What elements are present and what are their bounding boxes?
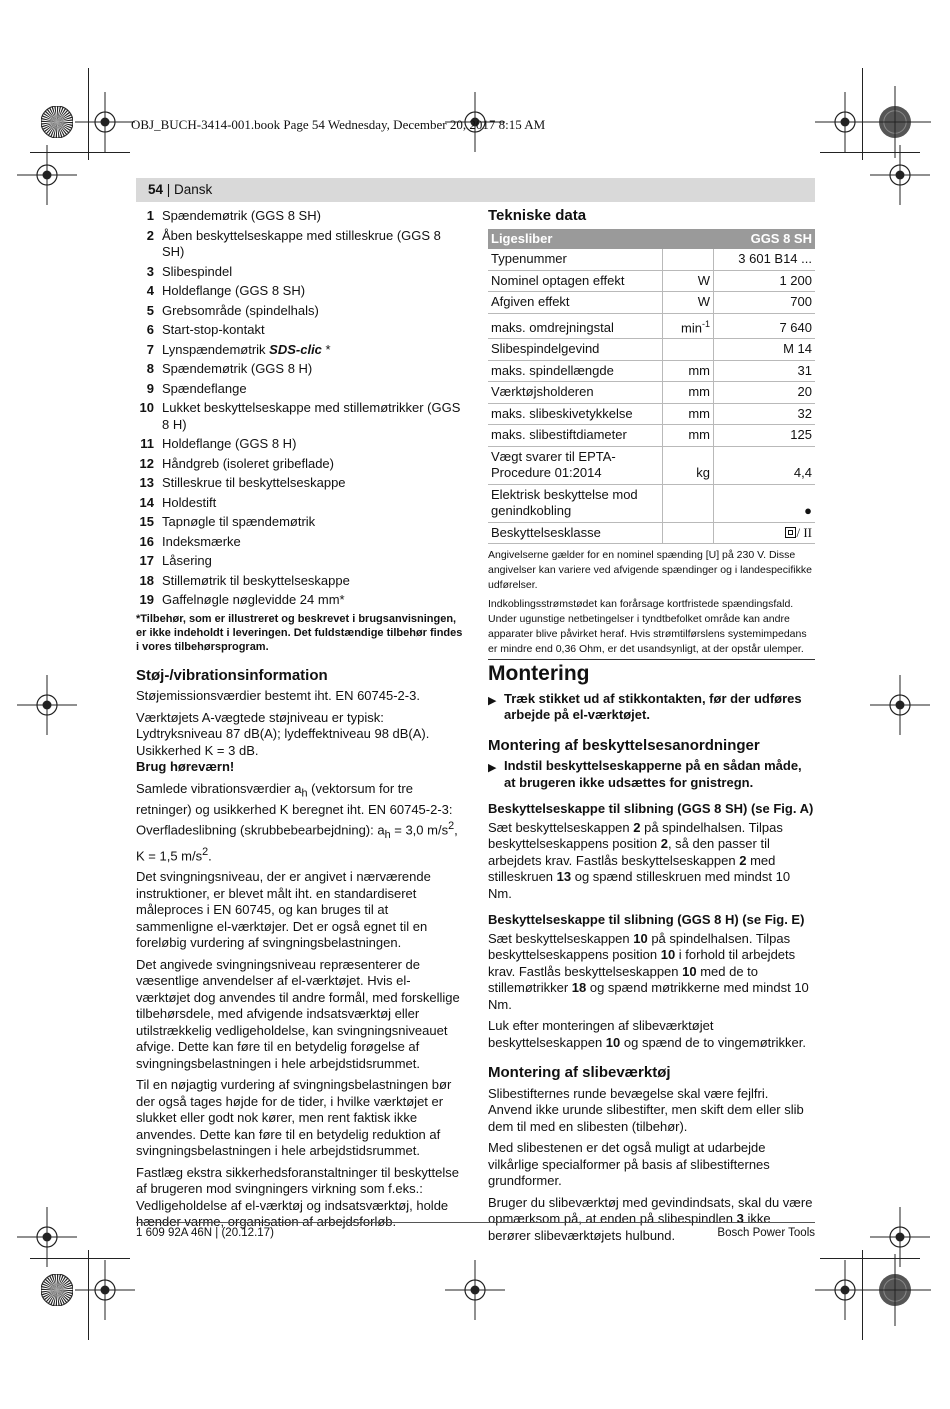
part-number: 19 xyxy=(139,592,154,607)
part-label: Låsering xyxy=(162,553,212,568)
part-text xyxy=(162,208,464,225)
tech-value: 7 640 xyxy=(714,313,816,339)
part-text xyxy=(162,400,464,433)
tech-value: 125 xyxy=(714,425,816,447)
star-target-icon xyxy=(41,1274,73,1306)
part-text xyxy=(162,228,464,261)
part-text xyxy=(162,514,464,531)
part-text xyxy=(162,456,464,473)
noise-p3 xyxy=(136,781,464,865)
parts-list-item xyxy=(136,208,464,225)
tech-table-row xyxy=(488,382,815,404)
guard-heading: Montering af beskyttelsesanordninger xyxy=(488,736,760,754)
part-label: Spændeflange xyxy=(162,380,247,396)
noise-heading: Støj-/vibrationsinformation xyxy=(136,666,328,684)
registration-mark-icon xyxy=(870,145,930,205)
tech-value: 20 xyxy=(714,382,816,404)
guard-a-text: Sæt beskyttelseskappen 2 på spindelhalsen. Tilpas beskyttelseskappens position 2, så den passer til arbejdets krav. Fastlås beskyttelseskappen 2 med stilleskruen 13 og spænd stilleskruen med mindst 10 Nm. xyxy=(488,819,791,901)
part-label: Stillemøtrik til beskyttelseskappe xyxy=(162,572,350,588)
tech-table-row xyxy=(488,425,815,447)
warning-unplug xyxy=(488,691,815,724)
tech-header-left: Ligesliber xyxy=(488,229,663,250)
tech-table-row xyxy=(488,292,815,314)
tech-note-1: Angivelserne gælder for en nominel spænding [U] på 230 V. Disse angivelser kan variere ved afvigende spændinger og i landespecifikke udførelser. xyxy=(488,549,812,592)
parts-list-item xyxy=(136,400,464,433)
part-text xyxy=(162,322,464,339)
parts-list-item xyxy=(136,553,464,570)
noise-p2 xyxy=(136,710,464,776)
part-label: Lukket beskyttelseskappe med stillemøtrikker (GGS 8 H) xyxy=(162,400,461,432)
noise-p3-d: = 3,0 m/s xyxy=(390,822,449,838)
tech-heading: Tekniske data xyxy=(488,207,587,224)
part-number: 4 xyxy=(146,283,154,298)
tech-table xyxy=(488,229,815,545)
page-number: 54 xyxy=(148,182,164,197)
tech-unit xyxy=(663,249,714,270)
part-number: 6 xyxy=(146,322,154,337)
tech-unit: mm xyxy=(663,360,714,382)
parts-list-item xyxy=(136,534,464,551)
tech-table-row xyxy=(488,270,815,292)
part-text xyxy=(162,264,464,281)
part-number: 13 xyxy=(139,475,154,490)
tech-table-row xyxy=(488,339,815,361)
tech-label: maks. slibestiftdiameter xyxy=(488,425,663,447)
sds-clic-logo: SDS-clic xyxy=(265,341,322,357)
part-number: 5 xyxy=(146,302,154,318)
tech-unit: kg xyxy=(663,446,714,484)
arrow-right-icon: ▶ xyxy=(488,762,497,775)
parts-list-item xyxy=(136,264,464,281)
tech-value: 4,4 xyxy=(714,446,816,484)
part-label: Indeksmærke xyxy=(162,533,241,549)
tech-label: maks. omdrejningstal xyxy=(488,313,663,339)
crop-mark xyxy=(862,1250,863,1340)
mounting-heading: Montering xyxy=(488,662,590,686)
tech-value: 1 200 xyxy=(714,270,816,292)
noise-p3-f: . xyxy=(208,847,212,863)
noise-p3-a: Samlede vibrationsværdier a xyxy=(136,780,302,796)
tool-p1: Slibestifternes runde bevægelse skal være fejlfri. Anvend ikke urunde slibestifter, men skift dem eller slib dem til med en slibesten (tilbehør). xyxy=(488,1085,804,1134)
part-number: 12 xyxy=(139,455,154,471)
tech-value: 31 xyxy=(714,360,816,382)
parts-list-item xyxy=(136,592,464,609)
tech-unit: mm xyxy=(663,382,714,404)
parts-list xyxy=(136,208,464,609)
part-text xyxy=(162,495,464,512)
parts-list-item xyxy=(136,573,464,590)
parts-list-item xyxy=(136,475,464,492)
footer-left: 1 609 92A 46N | (20.12.17) xyxy=(136,1227,274,1239)
part-number: 1 xyxy=(146,208,154,223)
part-number: 17 xyxy=(139,553,154,568)
part-text xyxy=(162,283,464,300)
part-text xyxy=(162,436,464,453)
parts-list-item xyxy=(136,381,464,398)
part-number: 16 xyxy=(139,533,154,549)
part-label: Spændemøtrik (GGS 8 H) xyxy=(162,361,313,376)
warning-sparks-text: Indstil beskyttelseskapperne på en sådan måde, at brugeren ikke udsættes for gnistregn. xyxy=(504,758,802,790)
part-label: Stilleskrue til beskyttelseskappe xyxy=(162,475,346,490)
arrow-right-icon: ▶ xyxy=(488,694,497,707)
noise-p3-e-sup: 2 xyxy=(202,845,209,858)
guard-e-heading: Beskyttelseskappe til slibning (GGS 8 H) (se Fig. E) xyxy=(488,912,805,928)
part-number: 10 xyxy=(139,400,154,415)
page-header-text xyxy=(148,182,212,197)
registration-mark-icon xyxy=(870,675,930,735)
tech-value: M 14 xyxy=(714,339,816,361)
part-number: 18 xyxy=(139,572,154,588)
tech-value: 3 601 B14 ... xyxy=(714,249,816,270)
part-label: Håndgreb (isoleret gribeflade) xyxy=(162,455,334,471)
part-text xyxy=(162,342,464,359)
tech-table-row xyxy=(488,446,815,484)
noise-p7: Fastlæg ekstra sikkerhedsforanstaltninger til beskyttelse af brugeren mod svingningers virkning som f.eks.: Vedligeholdelse af el-værktøj og indsatsværktøj, holde hænder varme, organisation af arbejdsforløb. xyxy=(136,1164,459,1230)
noise-p3-sub: h xyxy=(301,787,308,800)
right-column xyxy=(488,208,815,1249)
parts-list-item xyxy=(136,228,464,261)
parts-list-item xyxy=(136,361,464,378)
parts-list-item xyxy=(136,456,464,473)
tech-unit: $\min^{-1}$ xyxy=(663,313,714,339)
crop-mark xyxy=(820,152,920,153)
part-text xyxy=(162,381,464,398)
noise-p1: Støjemissionsværdier bestemt iht. EN 60745-2-3. xyxy=(136,688,420,703)
tech-table-row xyxy=(488,403,815,425)
page-header xyxy=(136,178,815,202)
noise-p6: Til en nøjagtig vurdering af svingningsbelastningen bør der også tages højde for de tider, i hvilke værktøjet er slukket eller godt nok kører, men rent faktisk ikke anvendes. Dette kan føre til en betydelig reduktion af svingningsbelastningen i hele arbejdstidsrummet. xyxy=(136,1077,452,1159)
part-label: Lynspændemøtrik xyxy=(162,341,266,357)
tech-table-row xyxy=(488,249,815,270)
tech-label: maks. spindellængde xyxy=(488,360,663,382)
noise-p2-text: Værktøjets A-vægtede støjniveau er typisk: Lydtryksniveau 87 dB(A); lydeffektniveau 98 dB(A). Usikkerhed K = 3 dB. xyxy=(136,709,430,758)
tech-unit: mm xyxy=(663,425,714,447)
part-number: 3 xyxy=(146,263,154,279)
noise-p3-c: Overfladeslibning (skrubbebearbejdning): a xyxy=(136,822,385,838)
divider xyxy=(488,659,815,660)
parts-list-item xyxy=(136,514,464,531)
part-text xyxy=(162,303,464,320)
left-column xyxy=(136,208,464,1236)
tech-value: 32 xyxy=(714,403,816,425)
parts-list-item xyxy=(136,436,464,453)
part-text xyxy=(162,592,464,609)
tech-table-row xyxy=(488,522,815,544)
tech-label: maks. slibeskivetykkelse xyxy=(488,403,663,425)
star-target-icon xyxy=(41,106,73,138)
noise-p3-d-sup: 2 xyxy=(448,820,455,833)
tech-unit xyxy=(663,339,714,361)
tech-value: ● xyxy=(714,484,816,522)
tech-label: Afgiven effekt xyxy=(488,292,663,314)
crop-mark xyxy=(30,1258,130,1259)
tool-heading: Montering af slibeværktøj xyxy=(488,1064,671,1082)
part-text xyxy=(162,534,464,551)
tech-label: Værktøjsholderen xyxy=(488,382,663,404)
tech-table-header xyxy=(488,229,815,250)
crop-mark xyxy=(820,1258,920,1259)
part-label: Grebsområde (spindelhals) xyxy=(162,302,319,318)
tech-label: Elektrisk beskyttelse mod genindkobling xyxy=(488,484,663,522)
tech-unit: mm xyxy=(663,403,714,425)
crop-mark xyxy=(862,68,863,160)
noise-p3-e: , K = 1,5 m/s xyxy=(136,822,458,863)
class-ii-icon xyxy=(785,527,796,538)
part-number: 7 xyxy=(146,341,154,357)
tech-table-row xyxy=(488,484,815,522)
warning-unplug-text: Træk stikket ud af stikkontakten, før der udføres arbejde på el-værktøjet. xyxy=(504,690,802,723)
part-label: Slibespindel xyxy=(162,263,233,279)
tech-unit xyxy=(663,484,714,522)
crop-mark xyxy=(88,1250,89,1340)
tech-label: Slibespindelgevind xyxy=(488,339,663,361)
footer-rule xyxy=(136,1222,815,1223)
header-language: Dansk xyxy=(174,182,213,197)
part-label: Holdestift xyxy=(162,494,217,510)
part-number: 2 xyxy=(146,227,154,243)
part-text xyxy=(162,475,464,492)
part-number: 8 xyxy=(146,361,154,376)
part-text xyxy=(162,573,464,590)
guard-a-heading: Beskyttelseskappe til slibning (GGS 8 SH) (se Fig. A) xyxy=(488,801,814,817)
part-label: Tapnøgle til spændemøtrik xyxy=(162,514,316,529)
tech-label: Vægt svarer til EPTA-Procedure 01:2014 xyxy=(488,446,663,484)
warning-sparks xyxy=(488,758,815,791)
parts-list-item xyxy=(136,342,464,359)
slug-line: OBJ_BUCH-3414-001.book Page 54 Wednesday, December 20, 2017 8:15 AM xyxy=(131,117,546,132)
footer-right: Bosch Power Tools xyxy=(717,1227,815,1239)
part-text xyxy=(162,361,464,378)
tech-value: / II xyxy=(714,522,816,544)
registration-mark-icon xyxy=(17,145,77,205)
tech-label: Nominel optagen effekt xyxy=(488,270,663,292)
part-number: 14 xyxy=(139,494,154,510)
registration-mark-icon xyxy=(815,1260,875,1320)
part-text xyxy=(162,553,464,570)
registration-mark-icon xyxy=(445,1260,505,1320)
part-label: Holdeflange (GGS 8 SH) xyxy=(162,283,306,298)
guard-e-text: Sæt beskyttelseskappen 10 på spindelhalsen. Tilpas beskyttelseskappens position 10 i forhold til arbejdets krav. Fastlås beskyttelseskappen 10 med de to stillemøtrikker 18 og spænd møtrikkerne med mindst 10 Nm. xyxy=(488,930,809,1012)
crop-mark xyxy=(30,152,130,153)
tech-unit xyxy=(663,522,714,544)
header-separator: | xyxy=(163,182,175,197)
noise-p5: Det angivede svingningsniveau repræsenterer de væsentlige anvendelser af el-værktøjet. Hvis el-værktøjet dog anvendes til andre formål, med forskellige tilbehørsdele, med afvigende indsatsværktøj eller utilstrækkelig vedligeholdelse, kan svingningsniveauet afvige. Dette kan føre til en betydelig forøgelse af svingningsbelastningen i hele arbejdstidsrummet. xyxy=(136,956,460,1071)
part-label: Gaffelnøgle nøglevidde 24 mm* xyxy=(162,592,345,607)
parts-list-item xyxy=(136,303,464,320)
tech-header-right: GGS 8 SH xyxy=(663,229,816,250)
registration-mark-icon xyxy=(75,1260,135,1320)
registration-mark-icon xyxy=(17,675,77,735)
part-label: Åben beskyttelseskappe med stilleskrue (GGS 8 SH) xyxy=(162,227,441,259)
part-label: Holdeflange (GGS 8 H) xyxy=(162,436,297,451)
tool-p2: Med slibestenen er det også muligt at udarbejde vilkårlige specialformer på basis af slibestifternes grundformer. xyxy=(488,1140,770,1189)
noise-p3-c-sub: h xyxy=(384,829,391,842)
parts-footnote: *Tilbehør, som er illustreret og beskrevet i brugsanvisningen, er ikke indeholdt i leveringen. Det fuldstændige tilbehør findes i vores tilbehørsprogram. xyxy=(136,612,463,653)
noise-p2-bold: Brug høreværn! xyxy=(136,759,235,774)
part-label: Spændemøtrik (GGS 8 SH) xyxy=(162,208,321,223)
tech-table-row xyxy=(488,313,815,339)
tech-unit: W xyxy=(663,270,714,292)
parts-list-item xyxy=(136,283,464,300)
part-number: 15 xyxy=(139,514,154,529)
parts-list-item xyxy=(136,322,464,339)
noise-p3-b: (vektorsum for tre retninger) og usikkerhed K beregnet iht. EN 60745-2-3: xyxy=(136,780,453,817)
tech-value: 700 xyxy=(714,292,816,314)
tool-p3: Bruger du slibeværktøj med gevindindsats, skal du være opmærksom på, at enden på slibespindlen 3 ikke berører slibeværktøjets hulbund. xyxy=(488,1194,813,1243)
tech-unit: W xyxy=(663,292,714,314)
tech-note-2: Indkoblingsstrømstødet kan forårsage kortfristede spændingsfald. Under ugunstige netbetingelser i tyndtbefolket område kan andre apparater blive påvirket heraf. Hvis strømtilførslens systemimpedans er mindre end 0,36 Ohm, er det usandsynligt, at der opstår ulemper. xyxy=(488,598,807,656)
part-number: 9 xyxy=(146,380,154,396)
tech-label: Beskyttelsesklasse xyxy=(488,522,663,544)
guard-e-text-2: Luk efter monteringen af slibeværktøjet beskyttelseskappen 10 og spænd de to vingemøtrikker. xyxy=(488,1018,806,1050)
registration-mark-icon xyxy=(75,92,135,152)
part-number: 11 xyxy=(140,436,154,451)
parts-list-item xyxy=(136,495,464,512)
part-suffix: * xyxy=(321,341,331,357)
noise-p4: Det svingningsniveau, der er angivet i nærværende instruktioner, er blevet målt iht. en standardiseret måleproces i EN 60745, og kan bruges til at sammenligne el-værktøjer. Det er også egnet til en foreløbig vurdering af svingningsbelastningen. xyxy=(136,869,431,951)
part-label: Start-stop-kontakt xyxy=(162,322,265,337)
tech-label: Typenummer xyxy=(488,249,663,270)
crop-mark xyxy=(88,68,89,160)
tech-table-row xyxy=(488,360,815,382)
